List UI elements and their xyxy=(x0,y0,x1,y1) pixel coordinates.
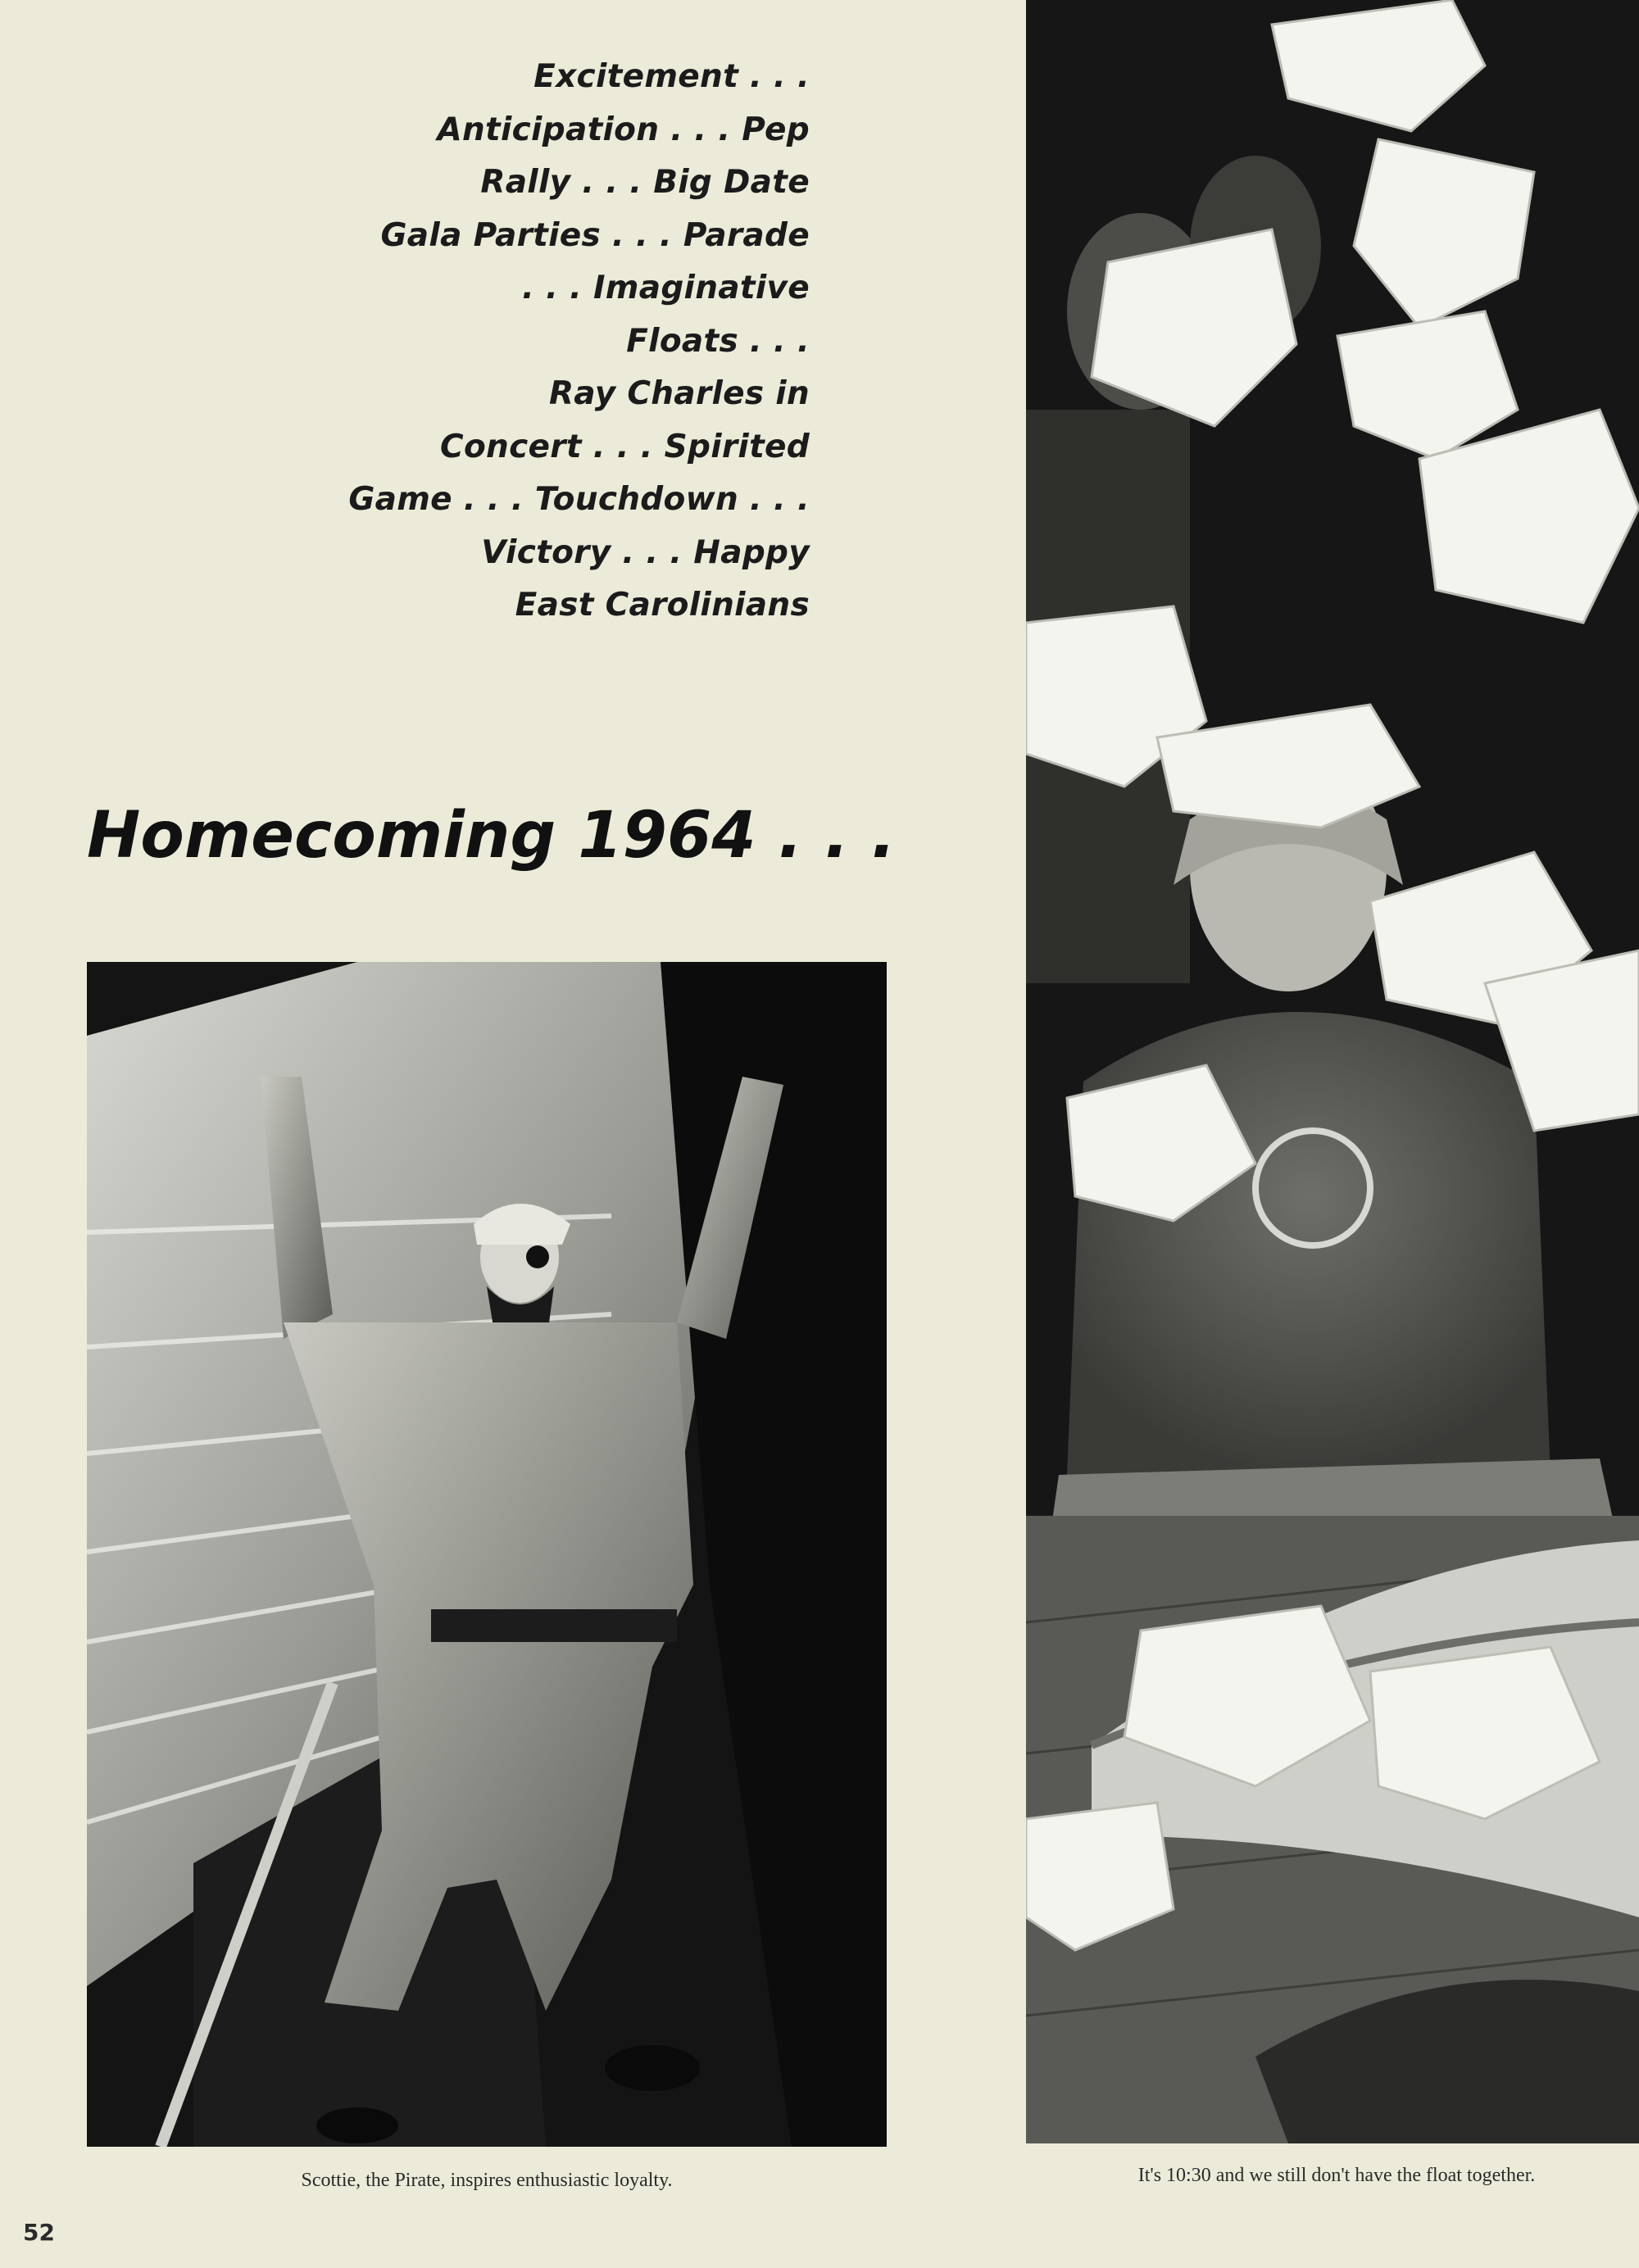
intro-line: Ray Charles in xyxy=(548,375,810,412)
intro-line: . . . Imaginative xyxy=(522,270,810,306)
intro-line: East Carolinians xyxy=(515,587,810,624)
pirate-mascot-illustration xyxy=(87,962,887,2147)
page-headline: Homecoming 1964 . . . xyxy=(87,799,896,873)
intro-line: Rally . . . Big Date xyxy=(480,164,810,201)
intro-line: Floats . . . xyxy=(626,322,810,360)
intro-line: Anticipation . . . Pep xyxy=(437,111,810,148)
intro-line: Concert . . . Spirited xyxy=(440,428,810,465)
page-number: 52 xyxy=(23,2219,55,2246)
intro-text-block xyxy=(187,51,810,633)
intro-line: Victory . . . Happy xyxy=(481,533,810,571)
right-photo-caption: It's 10:30 and we still don't have the float together. xyxy=(1137,2165,1536,2186)
intro-line: Gala Parties . . . Parade xyxy=(380,216,810,254)
intro-line: Game . . . Touchdown . . . xyxy=(348,481,810,518)
float-building-photo xyxy=(1026,0,1639,2143)
intro-line: Excitement . . . xyxy=(533,58,810,95)
left-photo-caption: Scottie, the Pirate, inspires enthusiastic loyalty. xyxy=(301,2170,673,2191)
float-building-illustration xyxy=(1026,0,1639,2143)
pirate-mascot-photo xyxy=(87,962,887,2147)
